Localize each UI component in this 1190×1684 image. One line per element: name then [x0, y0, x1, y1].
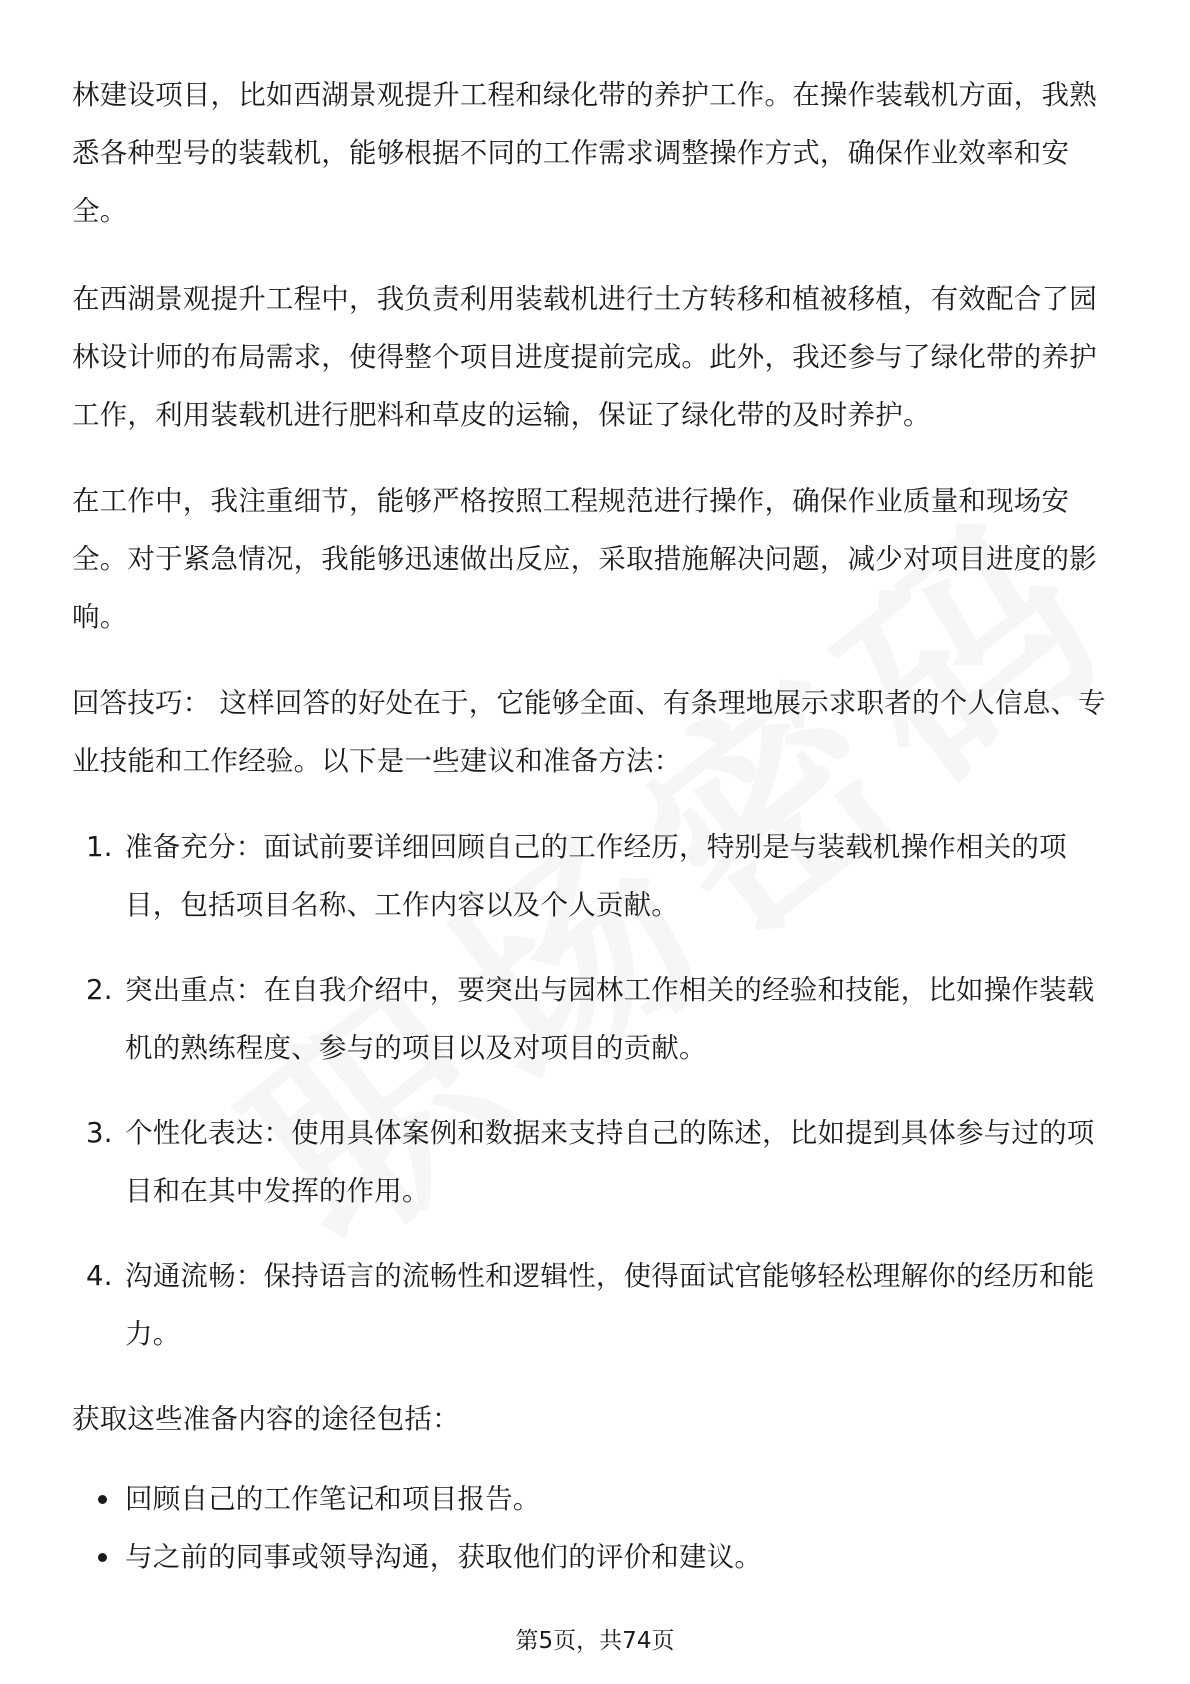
- page-footer: 第5页，共74页: [515, 1628, 675, 1654]
- ways-intro: 获取这些准备内容的途径包括：: [72, 1403, 460, 1435]
- list-item-text: 突出重点：在自我介绍中，要突出与园林工作相关的经验和技能，比如操作装载机的熟练程度、参与的项目以及对项目的贡献。: [125, 974, 1095, 1064]
- list-item: [72, 1528, 1118, 1586]
- list-item-text: 个性化表达：使用具体案例和数据来支持自己的陈述，比如提到具体参与过的项目和在其中发挥的作用。: [125, 1117, 1095, 1207]
- list-item: [72, 1470, 1118, 1528]
- list-item: [72, 1104, 1118, 1220]
- paragraph-1: 林建设项目，比如西湖景观提升工程和绿化带的养护工作。在操作装载机方面，我熟悉各种型号的装载机，能够根据不同的工作需求调整操作方式，确保作业效率和安全。: [72, 79, 1097, 227]
- list-number: 2.: [86, 974, 113, 1006]
- list-number: 1.: [86, 831, 113, 863]
- bullet-icon: [98, 1495, 107, 1504]
- document-body: [72, 66, 1118, 1586]
- bullet-icon: [98, 1553, 107, 1562]
- list-item: [72, 818, 1118, 934]
- paragraph-3: 在工作中，我注重细节，能够严格按照工程规范进行操作，确保作业质量和现场安全。对于紧急情况，我能够迅速做出反应，采取措施解决问题，减少对项目进度的影响。: [72, 485, 1097, 633]
- list-item-text: 准备充分：面试前要详细回顾自己的工作经历，特别是与装载机操作相关的项目，包括项目名称、工作内容以及个人贡献。: [125, 831, 1067, 921]
- list-item: [72, 1247, 1118, 1363]
- paragraph-2: 在西湖景观提升工程中，我负责利用装载机进行土方转移和植被移植，有效配合了园林设计师的布局需求，使得整个项目进度提前完成。此外，我还参与了绿化带的养护工作，利用装载机进行肥料和草皮的运输，保证了绿化带的及时养护。: [72, 283, 1097, 431]
- list-item: [72, 961, 1118, 1077]
- ways-bullet-list: [72, 1470, 1118, 1586]
- list-item-text: 与之前的同事或领导沟通，获取他们的评价和建议。: [125, 1541, 763, 1573]
- list-number: 3.: [86, 1117, 113, 1149]
- list-item-text: 回顾自己的工作笔记和项目报告。: [125, 1483, 541, 1515]
- list-number: 4.: [86, 1260, 113, 1292]
- answer-tips-paragraph: 回答技巧： 这样回答的好处在于，它能够全面、有条理地展示求职者的个人信息、专业技能和工作经验。以下是一些建议和准备方法：: [72, 687, 1106, 777]
- list-item-text: 沟通流畅：保持语言的流畅性和逻辑性，使得面试官能够轻松理解你的经历和能力。: [125, 1260, 1095, 1350]
- tips-numbered-list: [72, 818, 1118, 1363]
